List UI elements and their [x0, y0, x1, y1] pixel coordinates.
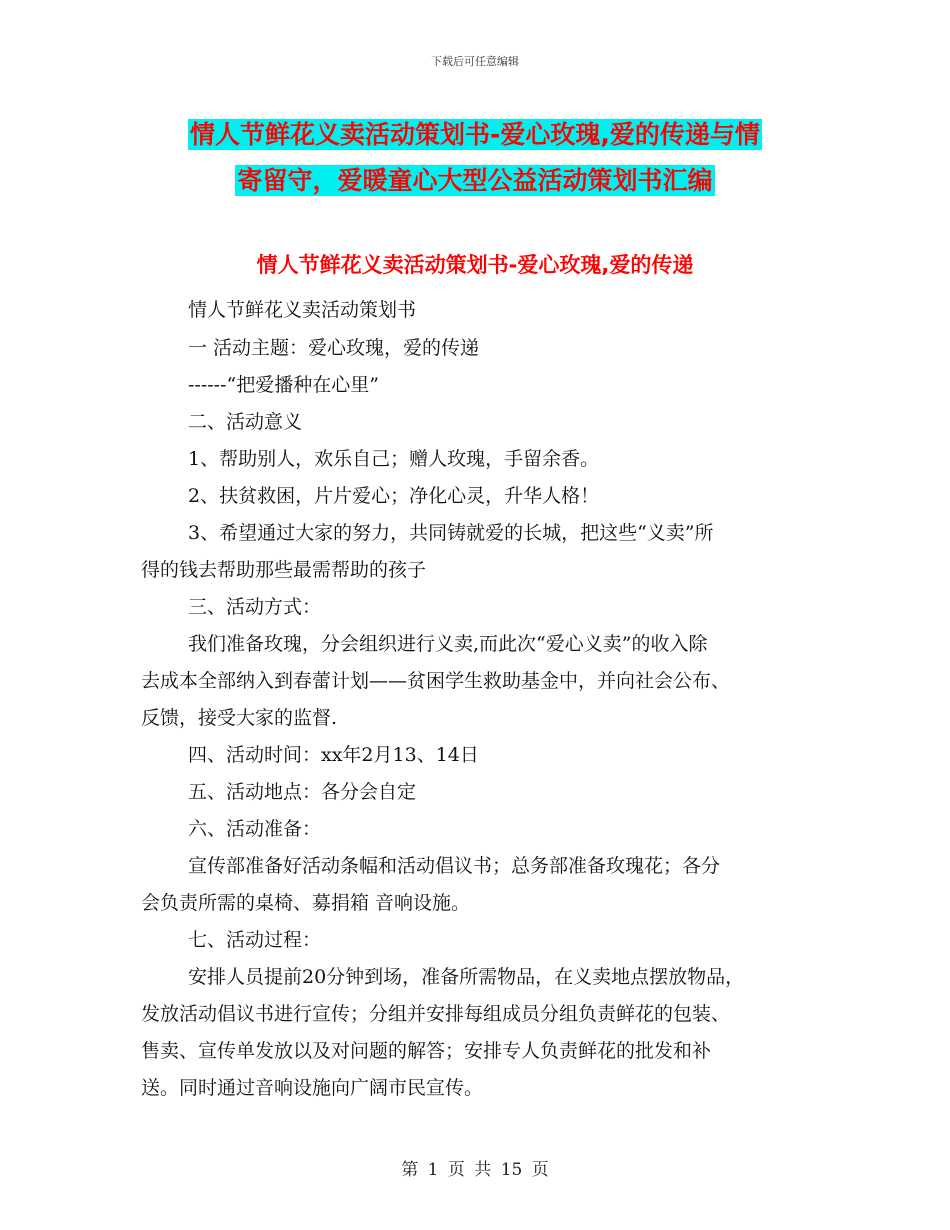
body-line: 安排人员提前20分钟到场，准备所需物品，在义卖地点摆放物品，: [188, 966, 745, 988]
body-line: 反馈，接受大家的监督.: [141, 707, 338, 729]
document-title-line-2: [0, 161, 950, 197]
body-line: 2、扶贫救困，片片爱心；净化心灵，升华人格！: [188, 485, 600, 507]
body-line: 六、活动准备：: [188, 818, 322, 840]
body-line: 发放活动倡议书进行宣传；分组并安排每组成员分组负责鲜花的包装、: [141, 1003, 731, 1025]
body-line: 3、希望通过大家的努力，共同铸就爱的长城，把这些“义卖”所: [188, 522, 714, 544]
body-line: 四、活动时间：xx年2月13、14日: [188, 744, 479, 766]
body-line: 售卖、宣传单发放以及对问题的解答；安排专人负责鲜花的批发和补: [141, 1040, 712, 1062]
document-title-line-1: [0, 115, 950, 151]
section-title: 情人节鲜花义卖活动策划书-爱心玫瑰,爱的传递: [256, 253, 694, 277]
body-line: 得的钱去帮助那些最需帮助的孩子: [141, 559, 427, 581]
body-line: ------“把爱播种在心里”: [188, 374, 379, 396]
body-line: 情人节鲜花义卖活动策划书: [188, 299, 417, 321]
body-line: 七、活动过程：: [188, 929, 322, 951]
document-title-text-1: 情人节鲜花义卖活动策划书-爱心玫瑰,爱的传递与情: [190, 120, 760, 149]
body-line: 1、帮助别人，欢乐自己；赠人玫瑰，手留余香。: [188, 448, 600, 470]
body-line: 三、活动方式：: [188, 596, 322, 618]
body-line: 宣传部准备好活动条幅和活动倡议书；总务部准备玫瑰花；各分: [188, 855, 721, 877]
body-line: 送。同时通过音响设施向广阔市民宣传。: [141, 1077, 484, 1099]
body-line: 我们准备玫瑰，分会组织进行义卖,而此次“爱心义卖”的收入除: [188, 633, 708, 655]
body-line: 五、活动地点：各分会自定: [188, 781, 417, 803]
page-footer: 第 1 页 共 15 页: [401, 1160, 549, 1180]
body-line: 一 活动主题：爱心玫瑰，爱的传递: [188, 337, 480, 359]
header-note: 下载后可任意编辑: [431, 55, 519, 68]
body-line: 二、活动意义: [188, 411, 303, 433]
body-line: 去成本全部纳入到春蕾计划——贫困学生救助基金中，并向社会公布、: [141, 670, 731, 692]
body-line: 会负责所需的桌椅、募捐箱 音响设施。: [141, 892, 471, 914]
document-title-text-2: 寄留守，爱暖童心大型公益活动策划书汇编: [237, 166, 713, 195]
